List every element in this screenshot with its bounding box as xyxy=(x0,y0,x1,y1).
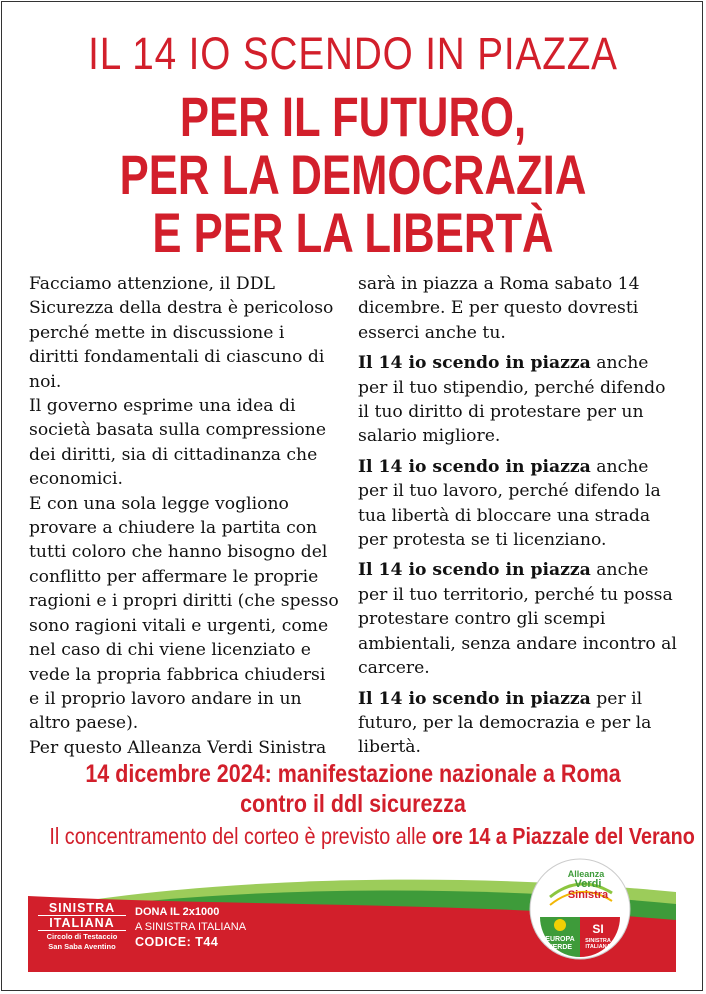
meeting-time-place: ore 14 a Piazzale del Verano xyxy=(432,823,695,849)
svg-text:VERDE: VERDE xyxy=(547,944,573,951)
header-line3: PER LA DEMOCRAZIA xyxy=(119,143,587,206)
meeting-prefix: Il concentramento del corteo è previsto alle xyxy=(49,823,433,849)
header-line2: PER IL FUTURO, xyxy=(179,85,527,148)
svg-text:SINISTRA: SINISTRA xyxy=(585,938,611,944)
right-paragraph-2 xyxy=(358,455,678,553)
right-intro: sarà in piazza a Roma sabato 14 dicembre. E per questo dovresti esserci anche tu. xyxy=(358,274,640,343)
header-line1: IL 14 IO SCENDO IN PIAZZA xyxy=(88,28,618,79)
alleanza-verdi-sinistra-logo xyxy=(528,853,632,971)
bold-phrase: Il 14 io scendo in piazza xyxy=(358,560,591,581)
header-line4: E PER LA LIBERTÀ xyxy=(152,201,554,264)
right-text-3: anche per il tuo territorio, perché tu possa protestare contro gli scempi ambientali, senza andare incontro al carcere. xyxy=(358,560,677,679)
event-title-line1: 14 dicembre 2024: manifestazione nazionale a Roma xyxy=(85,760,621,788)
left-paragraph-3: E con una sola legge vogliono provare a chiudere la partita con tutti coloro che hanno bisogno del conflitto per affermare le proprie ragioni e i propri diritti (che spesso sono ragioni vitali e urgenti, come nel caso di chi viene licenziato e vede la propria fabbrica chiudersi e il proprio lavoro andare in un altro paese). xyxy=(29,493,339,734)
right-text-2: anche per il tuo lavoro, perché difendo la tua libertà di bloccare una strada per protesta se ti licenziano. xyxy=(358,456,661,551)
right-column xyxy=(358,272,678,766)
svg-text:SI: SI xyxy=(592,922,604,936)
right-paragraph-1 xyxy=(358,351,678,449)
right-paragraph-3 xyxy=(358,558,678,680)
bold-phrase: Il 14 io scendo in piazza xyxy=(358,456,591,477)
donate-line1: DONA IL 2x1000 xyxy=(135,906,220,918)
right-paragraph-4 xyxy=(358,687,678,760)
logo-line1: SINISTRA xyxy=(38,901,126,916)
svg-text:EUROPA: EUROPA xyxy=(545,936,575,943)
donation-box xyxy=(135,905,246,950)
right-text-4: per il futuro, per la democrazia e per la libertà. xyxy=(358,688,652,758)
left-paragraph-1: Facciamo attenzione, il DDL Sicurezza della destra è pericoloso perché mette in discussione i diritti fondamentali di ciascuno di noi. xyxy=(29,274,334,392)
donate-code: CODICE: T44 xyxy=(135,935,219,949)
logo-line2: ITALIANA xyxy=(38,916,126,931)
logo-sub2: San Saba Aventino xyxy=(48,942,116,951)
left-paragraph-4: Per questo Alleanza Verdi Sinistra xyxy=(29,737,327,758)
sinistra-italiana-logo xyxy=(38,901,126,951)
meeting-info xyxy=(49,823,695,850)
left-paragraph-2: Il governo esprime una idea di società basata sulla compressione dei diritti, sia di cittadinanza che economici. xyxy=(29,396,326,490)
bold-phrase: Il 14 io scendo in piazza xyxy=(358,353,591,374)
left-column xyxy=(29,272,339,760)
right-text-1: anche per il tuo stipendio, perché difendo il tuo diritto di protestare per un salario migliore. xyxy=(358,353,666,447)
logo-sub1: Circolo di Testaccio xyxy=(46,932,118,941)
donate-line2: A SINISTRA ITALIANA xyxy=(135,921,247,933)
svg-text:Verdi: Verdi xyxy=(574,878,602,890)
svg-text:ITALIANA: ITALIANA xyxy=(585,944,611,950)
event-title-line2: contro il ddl sicurezza xyxy=(240,790,466,818)
bold-phrase: Il 14 io scendo in piazza xyxy=(358,688,591,709)
svg-text:Sinistra: Sinistra xyxy=(567,889,609,901)
svg-text:Alleanza: Alleanza xyxy=(567,869,605,879)
